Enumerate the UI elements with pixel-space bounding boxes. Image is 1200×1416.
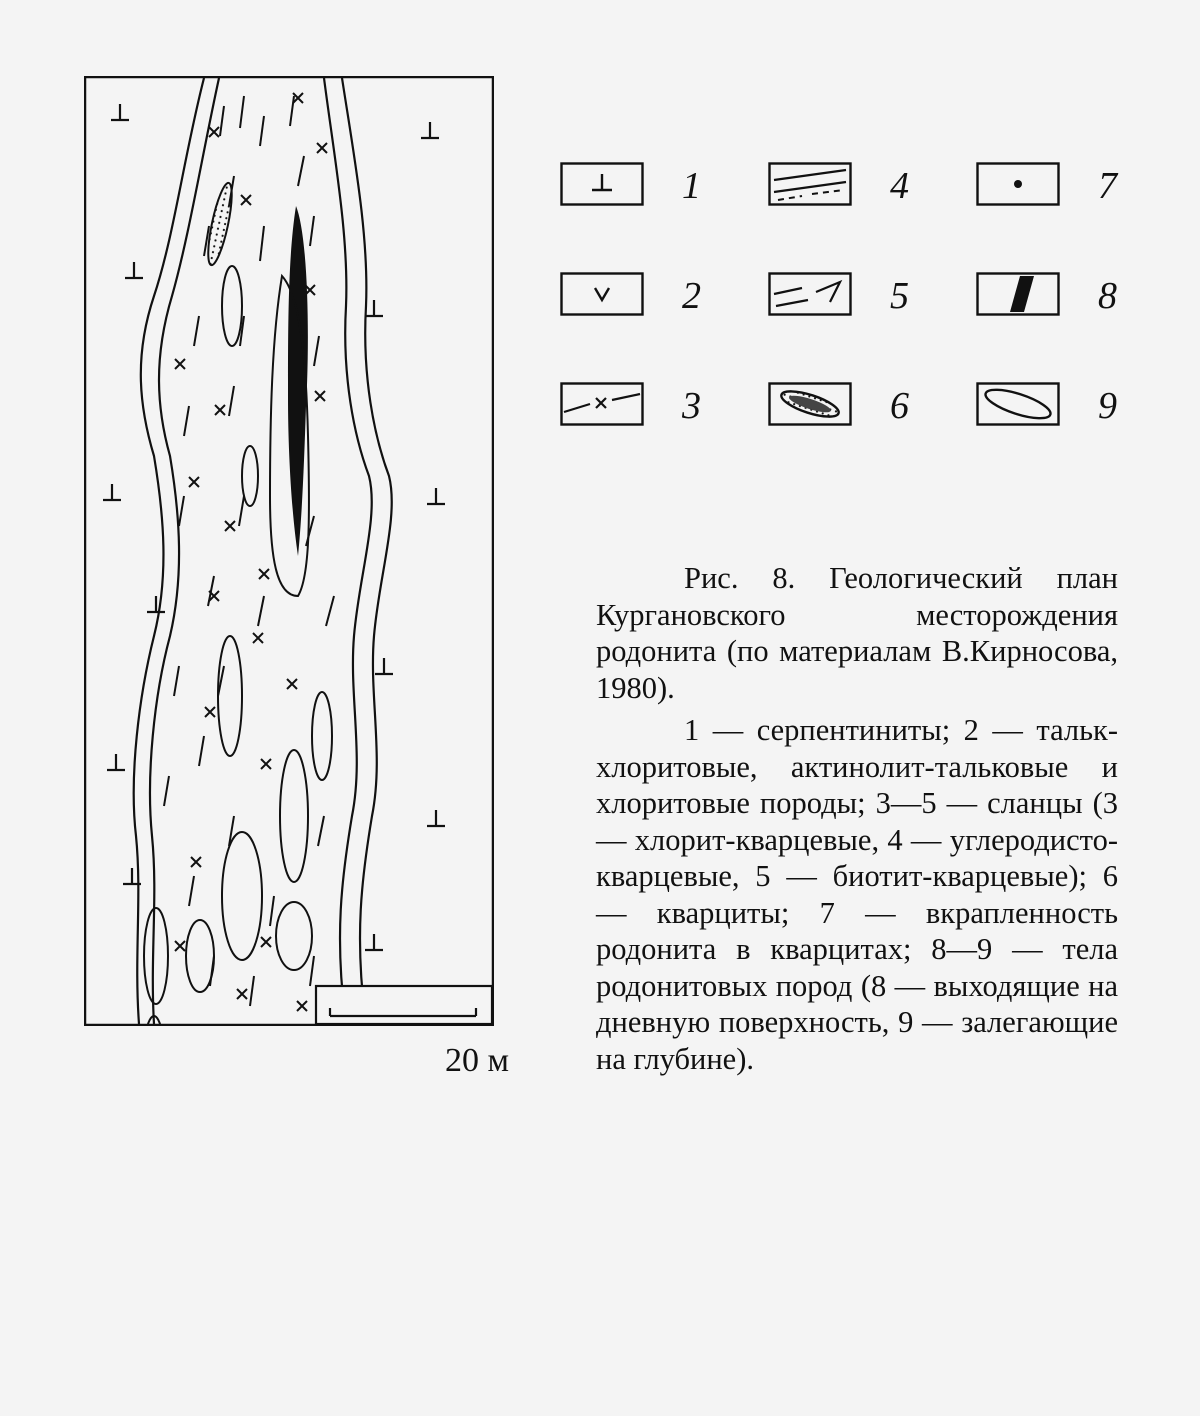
scale-label: 20 м bbox=[444, 1042, 509, 1079]
serpentinite-symbols bbox=[91, 104, 447, 1026]
rhodonite-dissemination-dot-icon bbox=[976, 162, 1060, 206]
talc-chlorite-v-symbol-icon bbox=[560, 272, 644, 316]
legend-number: 2 bbox=[682, 275, 701, 317]
carbonaceous-quartz-schist-icon bbox=[768, 162, 852, 206]
legend-number: 8 bbox=[1098, 275, 1117, 317]
geological-map-drawing bbox=[84, 76, 494, 1026]
figure-caption bbox=[596, 560, 1118, 1077]
chlorite-quartz-schist-x-icon bbox=[560, 382, 644, 426]
legend-number: 1 bbox=[682, 165, 701, 207]
quartzite-lens-icon bbox=[768, 382, 852, 426]
legend-number: 3 bbox=[682, 385, 701, 427]
caption-title: Рис. 8. Геологический план Кургановского месторождения родонита (по материалам В.Кирносова, 1980). bbox=[596, 561, 1118, 705]
rhodonite-body-outcrop-icon bbox=[976, 272, 1060, 316]
legend-row-3 bbox=[560, 380, 1140, 440]
legend-number: 4 bbox=[890, 165, 909, 207]
belt-contacts bbox=[134, 78, 392, 1024]
scale-bar-box bbox=[316, 986, 492, 1024]
rhodonite-body-depth-icon bbox=[976, 382, 1060, 426]
serpentinite-symbol-icon bbox=[560, 162, 644, 206]
legend-row-1 bbox=[560, 160, 1140, 220]
legend-number: 5 bbox=[890, 275, 909, 317]
legend-number: 9 bbox=[1098, 385, 1117, 427]
geological-map bbox=[84, 76, 509, 1079]
caption-legend-text: 1 — серпентиниты; 2 — тальк-хлоритовые, актинолит-тальковые и хлоритовые породы; 3—5 — сланцы (3 — хлорит-кварцевые, 4 — углеродисто-кварцевые, 5 — биотит-кварцевые); 6 — кварциты; 7 — вкрапленность родонита в кварцитах; 8—9 — тела родонитовых пород (8 — выходящие на дневную поверхность, 9 — залегающие на глубине). bbox=[596, 713, 1118, 1076]
legend-number: 6 bbox=[890, 385, 909, 427]
legend-row-2 bbox=[560, 270, 1140, 330]
map-border bbox=[85, 77, 493, 1025]
schist-x-symbols bbox=[175, 93, 327, 1026]
legend-number: 7 bbox=[1098, 165, 1117, 207]
quartzite-lens bbox=[203, 181, 236, 266]
biotite-quartz-schist-icon bbox=[768, 272, 852, 316]
